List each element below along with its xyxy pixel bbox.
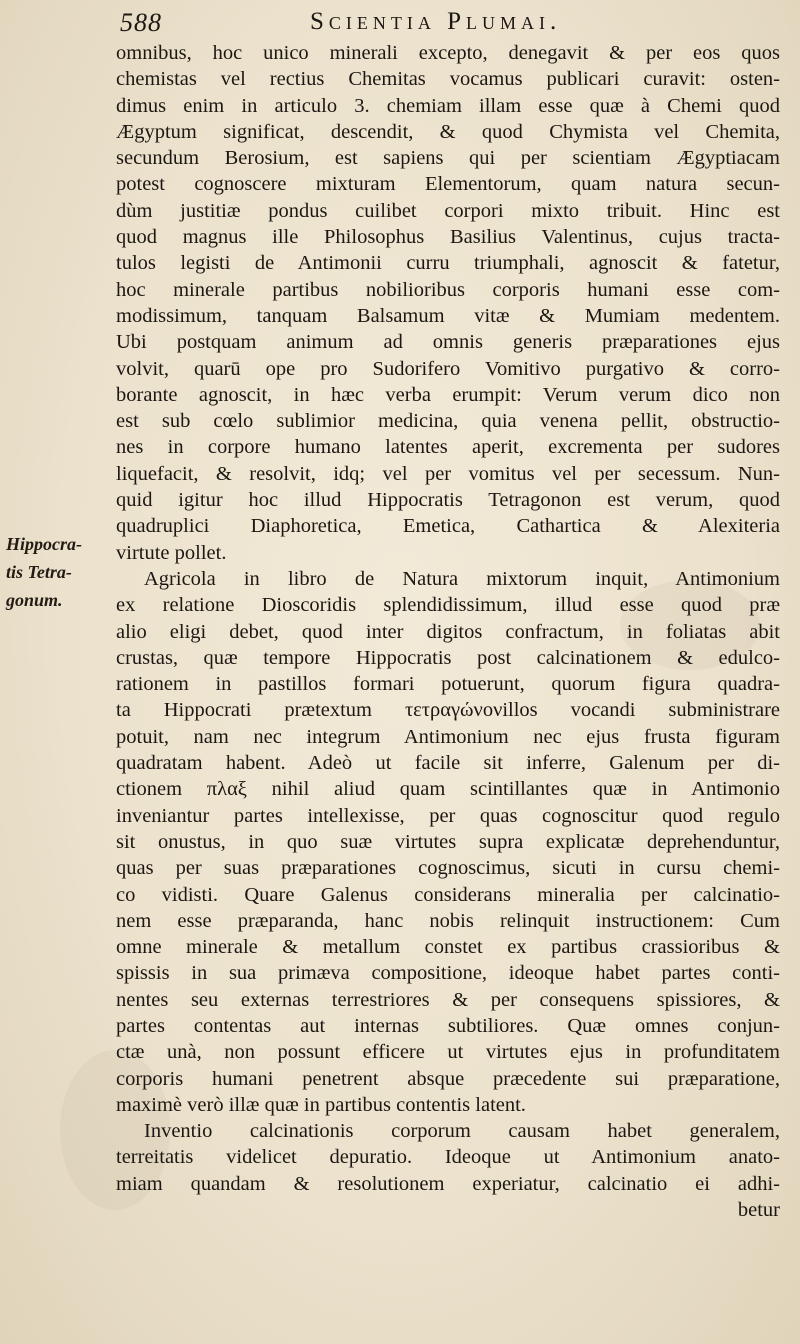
text-line: potuit, nam nec integrum Antimonium nec ejus frusta figuram: [116, 725, 780, 748]
margin-note: [6, 530, 124, 614]
text-line: ctionem πλαξ nihil aliud quam scintillantes quæ in Antimonio: [116, 778, 780, 801]
text-line: miam quandam & resolutionem experiatur, calcinatio ei adhi-: [116, 1172, 780, 1195]
margin-note-line: Hippocra-: [6, 534, 82, 554]
margin-note-line: tis Tetra-: [6, 562, 72, 582]
text-line: modissimum, tanquam Balsamum vitæ & Mumiam medentem.: [116, 304, 780, 327]
text-line: quas per suas præparationes cognoscimus, sicuti in cursu chemi-: [116, 857, 780, 880]
text-line: ctæ unà, non possunt efficere ut virtutes ejus in profunditatem: [116, 1041, 780, 1064]
page-number: 588: [120, 8, 162, 37]
text-line: quod magnus ille Philosophus Basilius Valentinus, cujus tracta-: [116, 226, 780, 249]
text-line: inveniantur partes intellexisse, per quas cognoscitur quod regulo: [116, 804, 780, 827]
text-line: crustas, quæ tempore Hippocratis post calcinationem & edulco-: [116, 646, 780, 669]
text-line: Inventio calcinationis corporum causam habet generalem,: [144, 1120, 780, 1143]
text-line: co vidisti. Quare Galenus considerans mineralia per calcinatio-: [116, 883, 780, 906]
text-line: quid igitur hoc illud Hippocratis Tetragonon est verum, quod: [116, 489, 780, 512]
text-line: sit onustus, in quo suæ virtutes supra explicatæ deprehenduntur,: [116, 830, 780, 853]
text-line: quadruplici Diaphoretica, Emetica, Cathartica & Alexiteria: [116, 515, 780, 538]
text-line: omnibus, hoc unico minerali excepto, denegavit & per eos quos: [116, 42, 780, 64]
text-line: hoc minerale partibus nobilioribus corporis humani esse com-: [116, 278, 780, 301]
text-line: tulos legisti de Antimonii curru triumphali, agnoscit & fatetur,: [116, 252, 780, 275]
text-line: secundum Berosium, est sapiens qui per scientiam Ægyptiacam: [116, 147, 780, 170]
margin-note-line: gonum.: [6, 590, 63, 610]
text-line: potest cognoscere mixturam Elementorum, quam natura secun-: [116, 173, 780, 196]
text-line: volvit, quarū ope pro Sudorifero Vomitivo purgativo & corro-: [116, 357, 780, 380]
text-line: rationem in pastillos formari potuerunt, quorum figura quadra-: [116, 673, 780, 696]
catchword: betur: [737, 1199, 780, 1222]
text-line: alio eligi debet, quod inter digitos confractum, in foliatas abit: [116, 620, 780, 643]
text-line: omne minerale & metallum constet ex partibus crassioribus &: [116, 936, 780, 959]
text-line: quadratam habent. Adeò ut facile sit inferre, Galenum per di-: [116, 752, 780, 775]
text-line: virtute pollet.: [116, 541, 227, 564]
text-line: partes contentas aut internas subtiliores. Quæ omnes conjun-: [116, 1014, 780, 1037]
page-header: [110, 6, 760, 40]
text-line: Ubi postquam animum ad omnis generis præparationes ejus: [116, 331, 780, 354]
text-line: ex relatione Dioscoridis splendidissimum, illud esse quod præ: [116, 594, 780, 617]
text-line: nentes seu externas terrestriores & per consequens spissiores, &: [116, 988, 780, 1011]
main-text: [116, 40, 780, 1223]
text-line: est sub cœlo sublimior medicina, quia venena pellit, obstructio-: [116, 410, 780, 433]
text-line: dimus enim in articulo 3. chemiam illam esse quæ à Chemi quod: [116, 94, 780, 117]
text-line: chemistas vel rectius Chemitas vocamus publicari curavit: osten-: [116, 68, 780, 91]
text-line: ta Hippocrati prætextum τετραγώνονillos vocandi subministrare: [116, 699, 780, 722]
text-line: dùm justitiæ pondus cuilibet corpori mixto tribuit. Hinc est: [116, 199, 780, 222]
running-title: Scientia Plumai.: [310, 8, 562, 35]
text-line: nes in corpore humano latentes aperit, excrementa per sudores: [116, 436, 780, 459]
text-line: borante agnoscit, in hæc verba erumpit: Verum verum dico non: [116, 383, 780, 406]
text-line: terreitatis videlicet depuratio. Ideoque ut Antimonium anato-: [116, 1146, 780, 1169]
text-line: maximè verò illæ quæ in partibus contentis latent.: [116, 1093, 526, 1116]
text-line: nem esse præparanda, hanc nobis relinquit instructionem: Cum: [116, 909, 780, 932]
text-line: spissis in sua primæva compositione, ideoque habet partes conti-: [116, 962, 780, 985]
text-line: corporis humani penetrent absque præcedente sui præparatione,: [116, 1067, 780, 1090]
text-line: Agricola in libro de Natura mixtorum inquit, Antimonium: [144, 567, 780, 590]
text-line: liquefacit, & resolvit, idq; vel per vomitus vel per secessum. Nun-: [116, 462, 780, 485]
text-line: Ægyptum significat, descendit, & quod Chymista vel Chemita,: [116, 120, 780, 143]
